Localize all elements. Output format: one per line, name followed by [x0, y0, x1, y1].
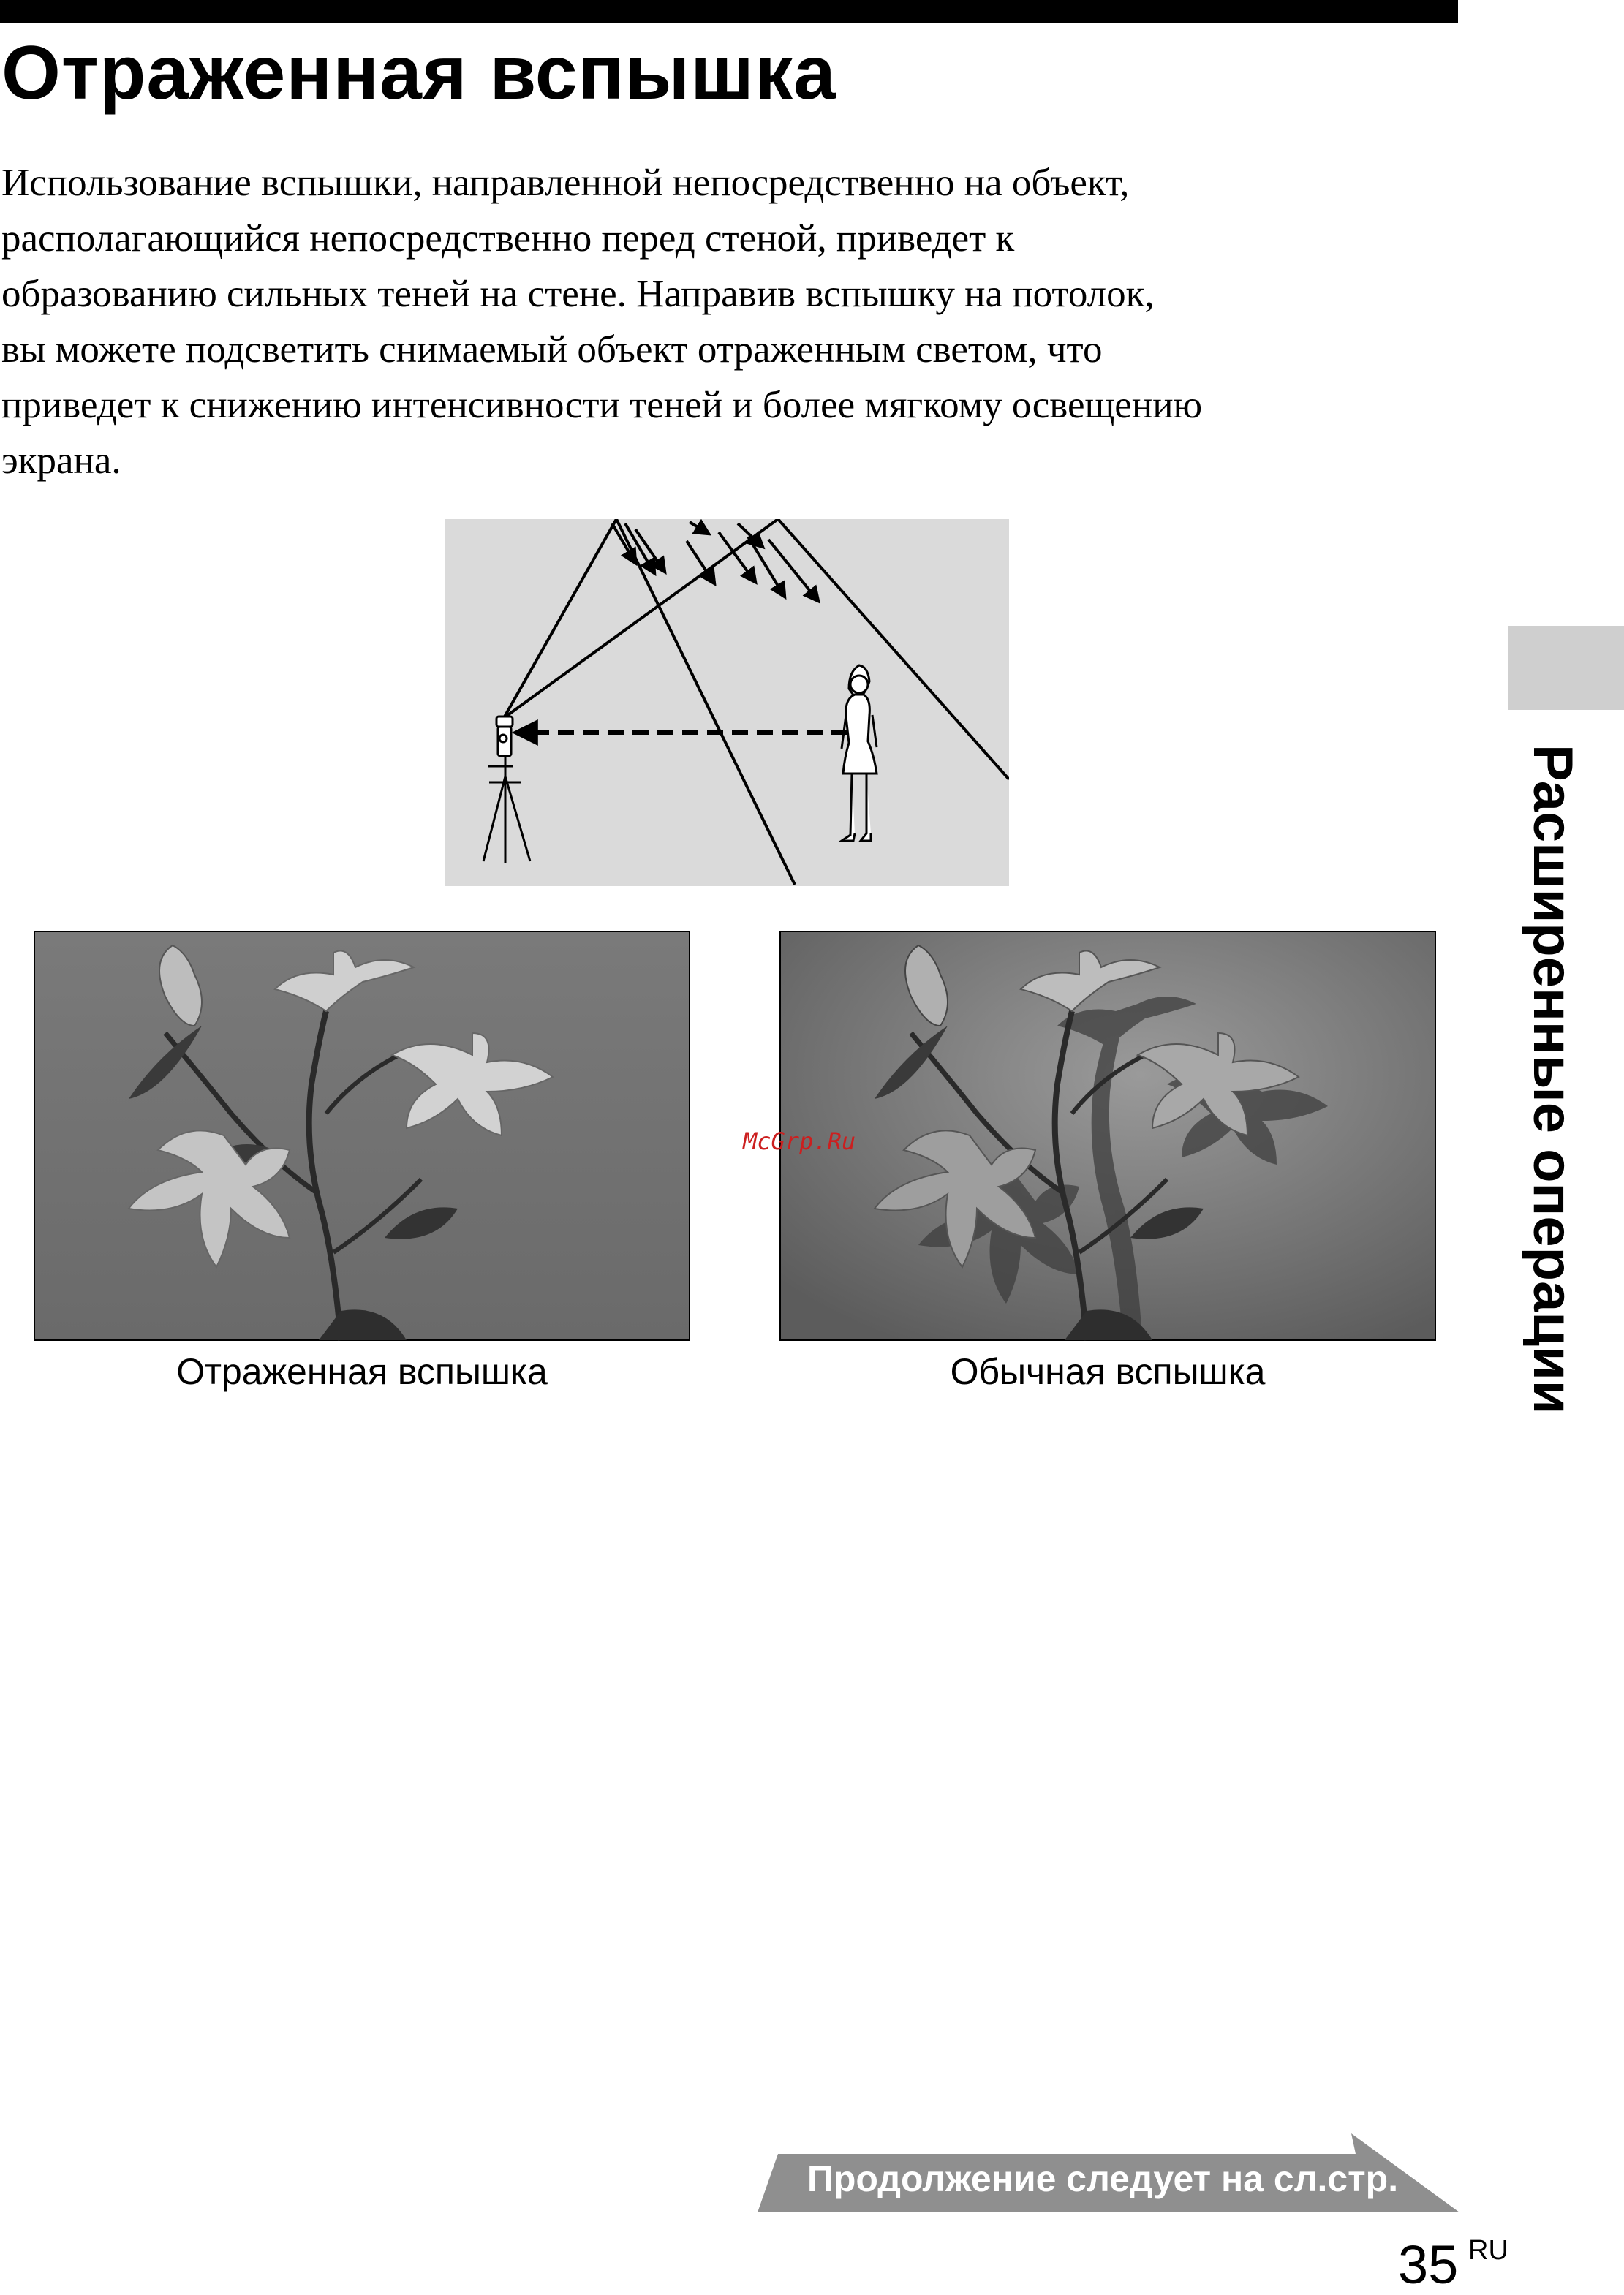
section-tab-marker [1508, 626, 1624, 710]
body-paragraph [1, 155, 1459, 488]
paragraph-line: Использование вспышки, направленной непосредственно на объект, [1, 162, 1130, 204]
page-title: Отраженная вспышка [1, 31, 836, 116]
bounce-flash-photo [34, 931, 690, 1341]
bounce-flash-diagram [445, 519, 1009, 886]
regular-flash-caption: Обычная вспышка [950, 1351, 1266, 1392]
bounce-flash-caption: Отраженная вспышка [176, 1351, 548, 1392]
wall-background [445, 519, 1009, 886]
top-rule [0, 0, 1458, 23]
continue-label: Продолжение следует на сл.стр. [807, 2158, 1399, 2199]
paragraph-line: образованию сильных теней на стене. Направив вспышку на потолок, [1, 273, 1155, 315]
watermark: McGrp.Ru [743, 1127, 856, 1155]
paragraph-line: экрана. [1, 439, 121, 482]
paragraph-line: располагающийся непосредственно перед стеной, приведет к [1, 217, 1015, 260]
paragraph-line: вы можете подсветить снимаемый объект отраженным светом, что [1, 328, 1103, 371]
section-side-label: Расширенные операции [1522, 744, 1584, 1415]
page-number: 35 [1398, 2234, 1459, 2295]
regular-flash-photo [779, 931, 1436, 1341]
page-language-suffix: RU [1468, 2235, 1508, 2266]
paragraph-line: приведет к снижению интенсивности теней и более мягкому освещению [1, 384, 1203, 426]
